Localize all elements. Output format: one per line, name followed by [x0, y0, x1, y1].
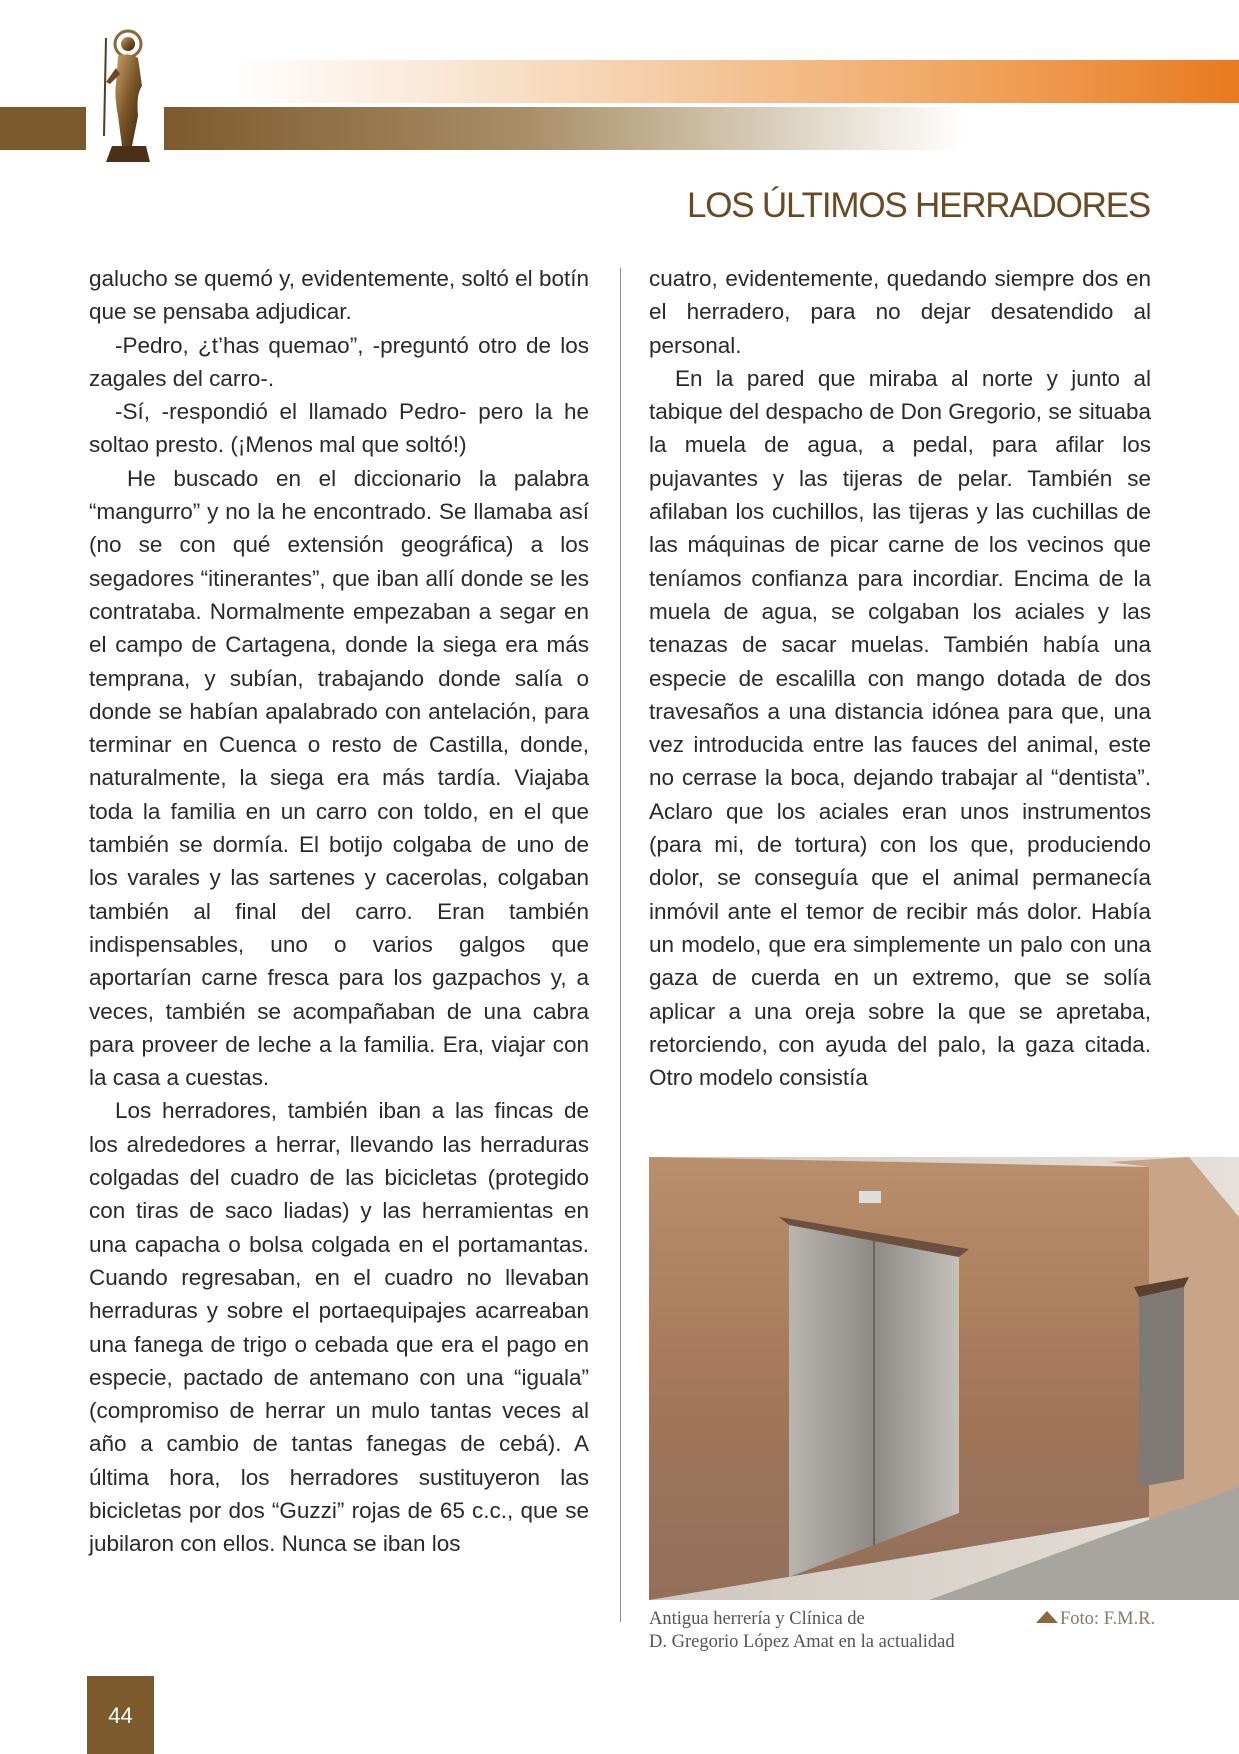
text-column-right	[649, 262, 1151, 1094]
page-number: 44	[108, 1703, 133, 1728]
paragraph: -Pedro, ¿t’has quemao”, -preguntó otro de los zagales del carro-.	[89, 332, 589, 391]
section-title: LOS ÚLTIMOS HERRADORES	[686, 186, 1150, 225]
photo-credit-text: Foto: F.M.R.	[1060, 1609, 1156, 1629]
paragraph: cuatro, evidentemente, quedando siempre dos en el herradero, para no dejar desatendido al personal.	[649, 266, 1151, 358]
triangle-icon	[1036, 1611, 1058, 1623]
paragraph: galucho se quemó y, evidentemente, soltó el botín que se pensaba adjudicar.	[89, 266, 589, 325]
statue-logo	[92, 24, 162, 164]
caption-line: Antigua herrería y Clínica de	[649, 1609, 865, 1629]
header-band-brown	[164, 107, 964, 150]
paragraph: Los herradores, también iban a las fincas de los alrededores a herrar, llevando las herraduras colgadas del cuadro de las bicicletas (protegido con tiras de saco liadas) y las herramientas en una capacha o bolsa colgada en el portamantas. Cuando regresaban, en el cuadro no llevaban herraduras y sobre el portaequipajes acarreaban una fanega de trigo o cebada que era el pago en especie, pactado de antemano con una “iguala” (compromiso de herrar un mulo tantas veces al año a cambio de tantas fanegas de cebá). A última hora, los herradores sustituyeron las bicicletas por dos “Guzzi” rojas de 65 c.c., que se jubilaron con ellos. Nunca se iban los	[89, 1098, 589, 1557]
header-band-orange	[236, 60, 1239, 103]
paragraph: He buscado en el diccionario la palabra “mangurro” y no la he encontrado. Se llamaba así (no se con qué extensión geográfica) a los segadores “itinerantes”, que iban allí donde se les contrataba. Normalmente empezaban a segar en el campo de Cartagena, donde la siega era más temprana, y subían, trabajando donde salía o donde se habían apalabrado con antelación, para terminar en Cuenca o resto de Castilla, donde, naturalmente, la siega era más tardía. Viajaba toda la familia en un carro con toldo, en el que también se dormía. El botijo colgaba de uno de los varales y las sartenes y cacerolas, colgaban también al final del carro. Eran también indispensables, uno o varios galgos que aportarían carne fresca para los gazpachos y, a veces, también se acompañaban de una cabra para proveer de leche a la familia. Era, viajar con la casa a cuestas.	[89, 465, 589, 1091]
caption-line: D. Gregorio López Amat en la actualidad	[649, 1632, 955, 1652]
building-photo	[649, 1157, 1239, 1600]
header-band-brown-left	[0, 107, 86, 150]
photo-credit	[1036, 1608, 1154, 1631]
paragraph: En la pared que miraba al norte y junto al tabique del despacho de Don Gregorio, se situaba la muela de agua, a pedal, para afilar los pujavantes y las tijeras de pelar. También se afilaban los cuchillos, las tijeras y las cuchillas de las máquinas de picar carne de los vecinos que teníamos confianza para incordiar. Encima de la muela de agua, se colgaban los aciales y las tenazas de sacar muelas. También había una especie de escalilla con mango dotada de dos travesaños a una distancia idónea para que, una vez introducida entre las fauces del animal, este no cerrase la boca, dejando trabajar al “dentista”. Aclaro que los aciales eran unos instrumentos (para mi, de tortura) con los que, produciendo dolor, se conseguía que el animal permanecía inmóvil ante el temor de recibir más dolor. Había un modelo, que era simplemente un palo con una gaza de cuerda en un extremo, que se solía aplicar a una oreja sobre la que se apretaba, retorciendo, con ayuda del palo, la gaza citada. Otro modelo consistía	[649, 365, 1151, 1091]
text-column-left	[89, 262, 589, 1561]
paragraph: -Sí, -respondió el llamado Pedro- pero la he soltao presto. (¡Menos mal que soltó!)	[89, 399, 589, 458]
page-number-box	[87, 1676, 154, 1754]
column-divider	[620, 268, 621, 1622]
